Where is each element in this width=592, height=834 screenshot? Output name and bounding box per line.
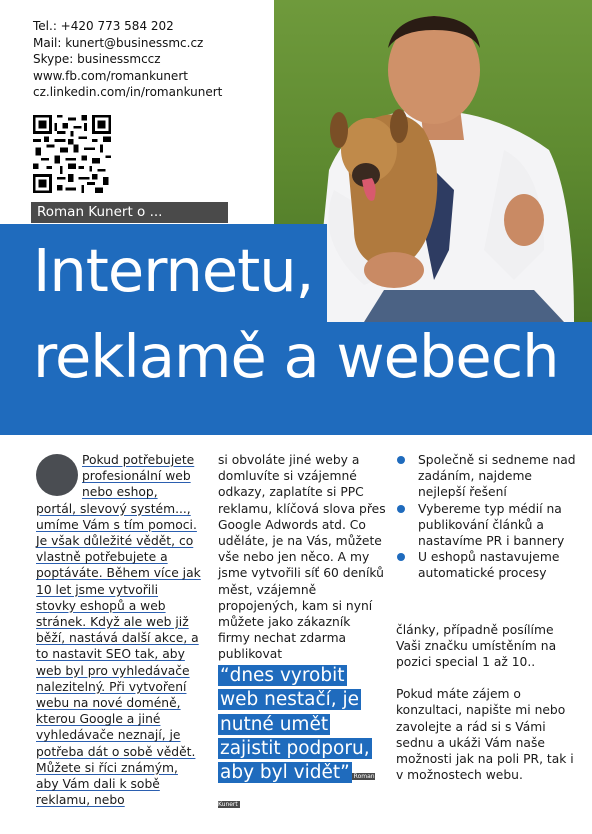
contact-skype: Skype: businessmccz xyxy=(33,52,161,66)
article-column-1 xyxy=(36,452,201,808)
contact-facebook: www.fb.com/romankunert xyxy=(33,68,188,83)
pull-quote xyxy=(218,664,386,818)
pull-quote-text: “dnes vyrobit web nestačí, je nutné umět zajistit podporu, aby byl vidět” xyxy=(220,665,370,784)
pull-quote-signature: Roman Kunert xyxy=(218,773,375,809)
byline-label: Roman Kunert o ... xyxy=(31,202,228,223)
headline-line-1: Internetu, xyxy=(33,236,314,305)
contact-email: Mail: kunert@businessmc.cz xyxy=(33,35,204,50)
list-item: Vybereme typ médií na publikování článků a nastavíme PR i bannery xyxy=(396,501,576,550)
contact-phone: Tel.: +420 773 584 202 xyxy=(33,19,174,33)
column-3-paragraph-1: články, případně posílíme Vaši značku umístěním na pozici special 1 až 10.. xyxy=(396,622,557,670)
dropcap-circle xyxy=(36,454,78,496)
headline-line-2: reklamě a webech xyxy=(33,322,559,391)
article-column-3 xyxy=(396,452,576,783)
column-3-paragraph-2: Pokud máte zájem o konzultaci, napište mi nebo zavolejte a rád si s Vámi sednu a ukáži Vám naše možnosti jak na poli PR, tak i v možnostech webu. xyxy=(396,687,574,783)
contact-block xyxy=(33,18,222,101)
list-item: Společně si sedneme nad zadáním, najdeme nejlepší řešení xyxy=(396,452,576,501)
service-list xyxy=(396,452,576,582)
column-1-text: Pokud potřebujete profesionální web nebo eshop, portál, slevový systém..., umíme Vám s tím pomoci. Je však důležité vědět, co vlastně potřebujete a poptáváte. Během více jak 10 let jsme vytvořili stovky eshopů a web stránek. Když ale web již běží, nastává další akce, a to nastavit SEO tak, aby web byl pro vyhledávače nalezitelný. Při vytvoření webu na nové doméně, kterou Google a jiné vyhledávače neznají, je potřeba dát o sobě vědět. Můžete si říci známým, aby Vám dali k sobě reklamu, nebo xyxy=(36,453,201,808)
contact-linkedin: cz.linkedin.com/in/romankunert xyxy=(33,85,223,99)
column-2-text: si obvoláte jiné weby a domluvíte si vzájemné odkazy, zaplatíte si PPC reklamu, klíčová slova přes Google Adwords atd. Co uděláte, je na Vás, můžete vše nebo jen něco. A my jsme vytvořili síť 60 deníků měst, vzájemně propojených, kam si nyní můžete jako zákazník firmy nechat zdarma publikovat xyxy=(218,453,386,662)
qr-code-icon xyxy=(33,115,111,193)
article-column-2 xyxy=(218,452,386,663)
list-item: U eshopů nastavujeme automatické procesy xyxy=(396,549,576,581)
